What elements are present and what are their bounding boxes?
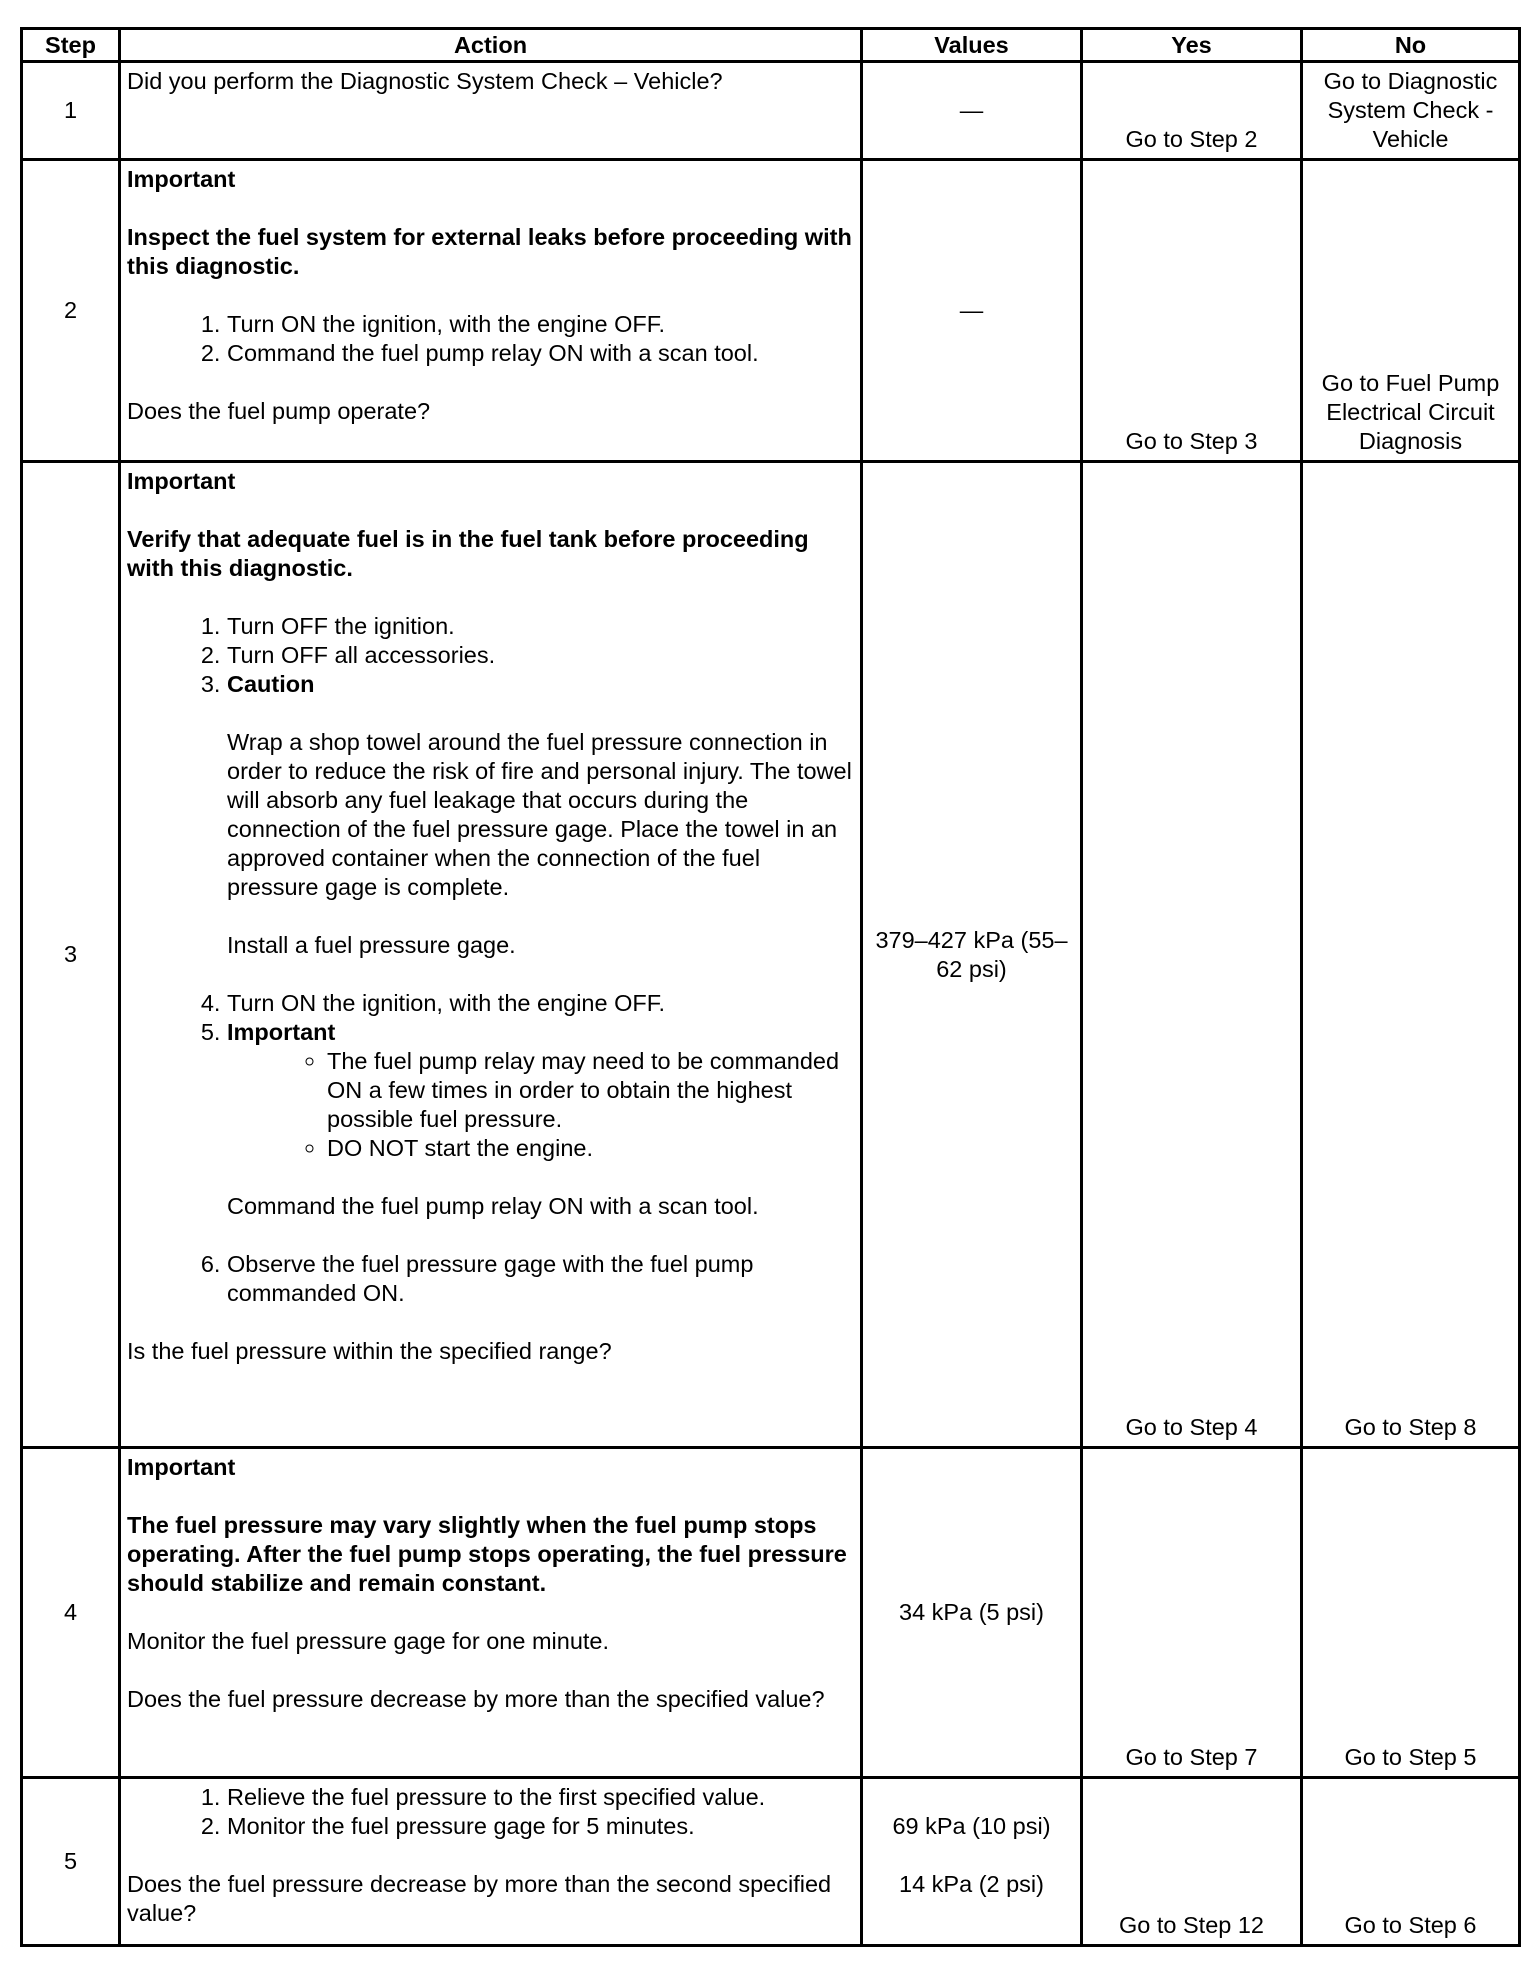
- yes-cell: Go to Step 3: [1082, 160, 1302, 462]
- table-row: [22, 1778, 1520, 1946]
- yes-cell: Go to Step 7: [1082, 1448, 1302, 1778]
- list-item-text: Command the fuel pump relay ON with a scan tool.: [227, 1193, 759, 1219]
- values-cell: 379–427 kPa (55–62 psi): [862, 462, 1082, 1448]
- bullet-item: ◦ The fuel pump relay may need to be commanded ON a few times in order to obtain the highest possible fuel pressure.: [327, 1047, 854, 1134]
- list-item-text: Install a fuel pressure gage.: [227, 932, 516, 958]
- header-no: No: [1302, 29, 1520, 62]
- step-list: [127, 310, 854, 368]
- header-yes: Yes: [1082, 29, 1302, 62]
- action-cell: [120, 160, 862, 462]
- header-row: [22, 29, 1520, 62]
- yes-cell: Go to Step 2: [1082, 62, 1302, 160]
- action-question: Does the fuel pressure decrease by more than the specified value?: [127, 1686, 825, 1712]
- header-action: Action: [120, 29, 862, 62]
- value-first: 69 kPa (10 psi): [892, 1813, 1051, 1839]
- action-question: Is the fuel pressure within the specified range?: [127, 1338, 612, 1364]
- action-cell: [120, 62, 862, 160]
- table-row: [22, 462, 1520, 1448]
- list-item: 2. Monitor the fuel pressure gage for 5 minutes.: [227, 1812, 854, 1841]
- bullet-item: ◦ DO NOT start the engine.: [327, 1134, 854, 1163]
- important-label: Important: [127, 468, 236, 494]
- header-step: Step: [22, 29, 120, 62]
- no-cell: Go to Fuel Pump Electrical Circuit Diagnosis: [1302, 160, 1520, 462]
- list-item: 4. Turn ON the ignition, with the engine OFF.: [227, 989, 854, 1018]
- table-row: [22, 62, 1520, 160]
- step-number: 3: [22, 462, 120, 1448]
- important-note: Verify that adequate fuel is in the fuel tank before proceeding with this diagnostic.: [127, 526, 809, 581]
- step-number: 1: [22, 62, 120, 160]
- step-list: [127, 612, 854, 1308]
- list-item: [227, 1018, 854, 1250]
- step-number: 5: [22, 1778, 120, 1946]
- value-second: 14 kPa (2 psi): [899, 1871, 1044, 1897]
- important-label: Important: [127, 1454, 236, 1480]
- values-cell: —: [862, 62, 1082, 160]
- important-label: Important: [127, 166, 236, 192]
- bullet-list: [227, 1047, 854, 1163]
- action-question: Does the fuel pressure decrease by more than the second specified value?: [127, 1871, 832, 1926]
- step-number: 4: [22, 1448, 120, 1778]
- no-cell: Go to Step 6: [1302, 1778, 1520, 1946]
- important-note: The fuel pressure may vary slightly when the fuel pump stops operating. After the fuel pump stops operating, the fuel pressure should stabilize and remain constant.: [127, 1512, 847, 1596]
- list-item: 1. Relieve the fuel pressure to the first specified value.: [227, 1783, 854, 1812]
- list-item: 2. Command the fuel pump relay ON with a scan tool.: [227, 339, 854, 368]
- no-cell: Go to Step 5: [1302, 1448, 1520, 1778]
- values-cell: 34 kPa (5 psi): [862, 1448, 1082, 1778]
- header-values: Values: [862, 29, 1082, 62]
- yes-cell: Go to Step 12: [1082, 1778, 1302, 1946]
- list-item: 1. Turn ON the ignition, with the engine OFF.: [227, 310, 854, 339]
- list-item: 6. Observe the fuel pressure gage with the fuel pump commanded ON.: [227, 1250, 854, 1308]
- values-cell: [862, 1778, 1082, 1946]
- yes-cell: Go to Step 4: [1082, 462, 1302, 1448]
- action-question: Did you perform the Diagnostic System Check – Vehicle?: [127, 68, 723, 94]
- important-label: 5. Important: [227, 1019, 336, 1045]
- no-cell: Go to Step 8: [1302, 462, 1520, 1448]
- step-number: 2: [22, 160, 120, 462]
- action-cell: [120, 1448, 862, 1778]
- table-row: [22, 160, 1520, 462]
- list-item: 2. Turn OFF all accessories.: [227, 641, 854, 670]
- action-cell: [120, 462, 862, 1448]
- list-item: 1. Turn OFF the ignition.: [227, 612, 854, 641]
- diagnostic-table: [20, 27, 1521, 1947]
- values-cell: —: [862, 160, 1082, 462]
- no-cell: Go to Diagnostic System Check - Vehicle: [1302, 62, 1520, 160]
- caution-label: 3. Caution: [227, 671, 315, 697]
- action-text: Monitor the fuel pressure gage for one minute.: [127, 1628, 610, 1654]
- action-cell: [120, 1778, 862, 1946]
- step-list: [127, 1783, 854, 1841]
- caution-text: Wrap a shop towel around the fuel pressure connection in order to reduce the risk of fire and personal injury. The towel will absorb any fuel leakage that occurs during the connection of the fuel pressure gage. Place the towel in an approved container when the connection of the fuel pressure gage is complete.: [227, 729, 852, 900]
- action-question: Does the fuel pump operate?: [127, 398, 431, 424]
- table-row: [22, 1448, 1520, 1778]
- list-item: [227, 670, 854, 989]
- important-note: Inspect the fuel system for external leaks before proceeding with this diagnostic.: [127, 224, 852, 279]
